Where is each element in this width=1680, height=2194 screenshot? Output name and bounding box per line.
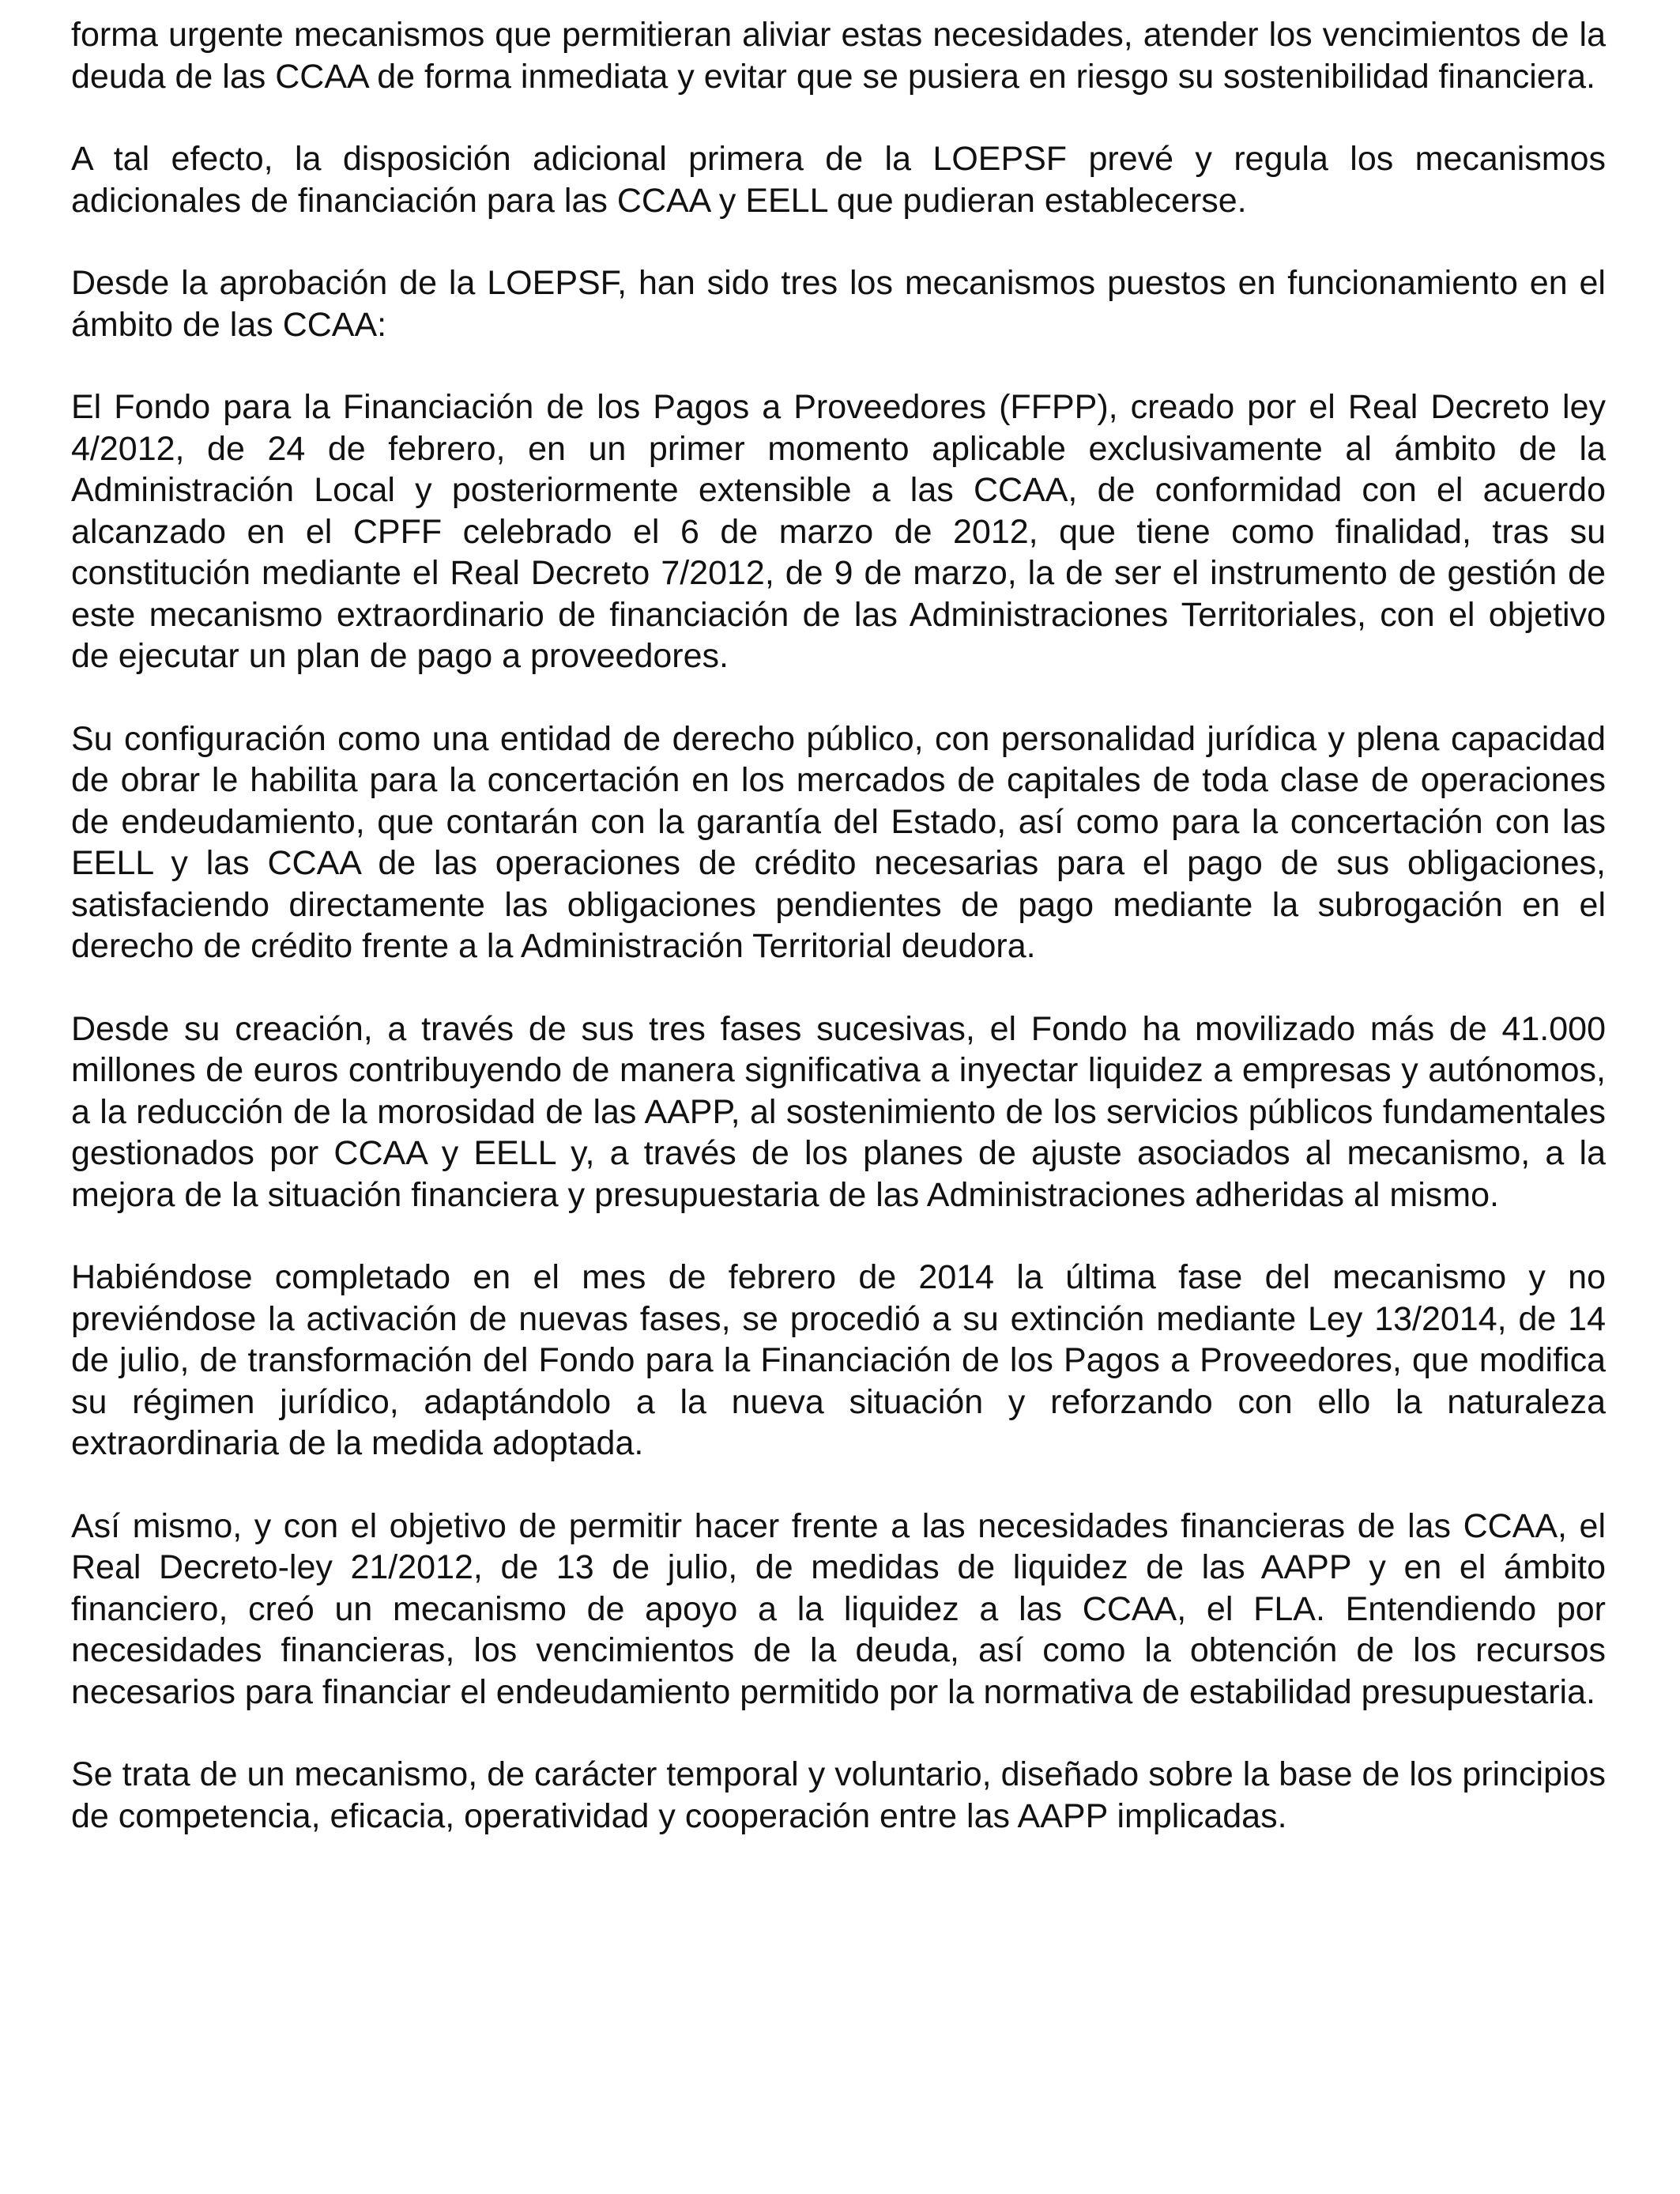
paragraph-ffpp-fund: El Fondo para la Financiación de los Pagos a Proveedores (FFPP), creado por el Real Decreto ley 4/2012, de 24 de febrero, en un primer momento aplicable exclusivamente al ámbito de la Administración Local y posteriormente extensible a las CCAA, de conformidad con el acuerdo alcanzado en el CPFF celebrado el 6 de marzo de 2012, que tiene como finalidad, tras su constitución mediante el Real Decreto 7/2012, de 9 de marzo, la de ser el instrumento de gestión de este mecanismo extraordinario de financiación de las Administraciones Territoriales, con el objetivo de ejecutar un plan de pago a proveedores. <box>71 388 1606 675</box>
paragraph-fla-principles: Se trata de un mecanismo, de carácter temporal y voluntario, diseñado sobre la base de los principios de competencia, eficacia, operatividad y cooperación entre las AAPP implicadas. <box>71 1755 1606 1835</box>
paragraph-ffpp-results: Desde su creación, a través de sus tres fases sucesivas, el Fondo ha movilizado más de 41.000 millones de euros contribuyendo de manera significativa a inyectar liquidez a empresas y autónomos, a la reducción de la morosidad de las AAPP, al sostenimiento de los servicios públicos fundamentales gestionados por CCAA y EELL y, a través de los planes de ajuste asociados al mecanismo, a la mejora de la situación financiera y presupuestaria de las Administraciones adheridas al mismo. <box>71 1009 1606 1214</box>
paragraph-debt-urgency: forma urgente mecanismos que permitieran aliviar estas necesidades, atender los vencimientos de la deuda de las CCAA de forma inmediata y evitar que se pusiera en riesgo su sostenibilidad financiera. <box>71 16 1606 96</box>
paragraph-mechanisms-intro: Desde la aprobación de la LOEPSF, han sido tres los mecanismos puestos en funcionamiento en el ámbito de las CCAA: <box>71 264 1606 344</box>
document-page <box>71 14 1606 1878</box>
paragraph-ffpp-configuration: Su configuración como una entidad de derecho público, con personalidad jurídica y plena capacidad de obrar le habilita para la concertación en los mercados de capitales de toda clase de operaciones de endeudamiento, que contarán con la garantía del Estado, así como para la concertación con las EELL y las CCAA de las operaciones de crédito necesarias para el pago de sus obligaciones, satisfaciendo directamente las obligaciones pendientes de pago mediante la subrogación en el derecho de crédito frente a la Administración Territorial deudora. <box>71 719 1606 965</box>
paragraph-fla-creation: Así mismo, y con el objetivo de permitir hacer frente a las necesidades financieras de las CCAA, el Real Decreto-ley 21/2012, de 13 de julio, de medidas de liquidez de las AAPP y en el ámbito financiero, creó un mecanismo de apoyo a la liquidez a las CCAA, el FLA. Entendiendo por necesidades financieras, los vencimientos de la deuda, así como la obtención de los recursos necesarios para financiar el endeudamiento permitido por la normativa de estabilidad presupuestaria. <box>71 1506 1606 1711</box>
paragraph-ffpp-extinction: Habiéndose completado en el mes de febrero de 2014 la última fase del mecanismo y no previéndose la activación de nuevas fases, se procedió a su extinción mediante Ley 13/2014, de 14 de julio, de transformación del Fondo para la Financiación de los Pagos a Proveedores, que modifica su régimen jurídico, adaptándolo a la nueva situación y reforzando con ello la naturaleza extraordinaria de la medida adoptada. <box>71 1258 1606 1462</box>
paragraph-loepsf-provision: A tal efecto, la disposición adicional primera de la LOEPSF prevé y regula los mecanismos adicionales de financiación para las CCAA y EELL que pudieran establecerse. <box>71 140 1606 220</box>
